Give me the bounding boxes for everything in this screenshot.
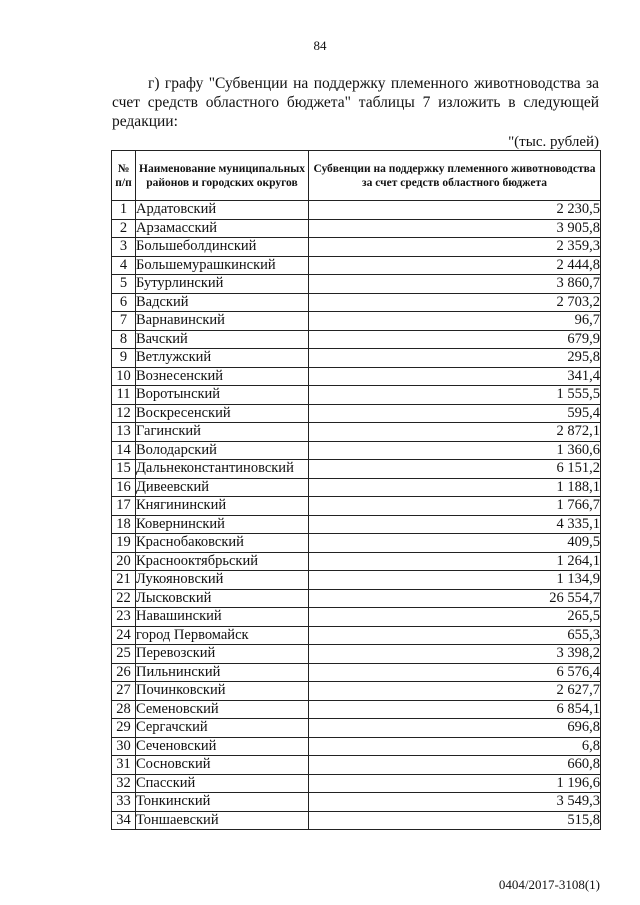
row-number: 25 — [112, 645, 136, 664]
district-name: Тонкинский — [136, 793, 309, 812]
district-name: Починковский — [136, 682, 309, 701]
district-name: Сеченовский — [136, 737, 309, 756]
table-row — [112, 367, 601, 386]
subsidy-value: 295,8 — [309, 349, 601, 368]
table-row — [112, 774, 601, 793]
subsidy-value: 4 335,1 — [309, 515, 601, 534]
district-name: Ковернинский — [136, 515, 309, 534]
district-name: Воскресенский — [136, 404, 309, 423]
table-row — [112, 811, 601, 830]
subsidy-value: 6 854,1 — [309, 700, 601, 719]
table-row — [112, 238, 601, 257]
row-number: 8 — [112, 330, 136, 349]
header-name: Наименование муниципальных районов и городских округов — [136, 151, 309, 201]
district-name: Дивеевский — [136, 478, 309, 497]
page-number: 84 — [313, 38, 327, 53]
subsidy-value: 679,9 — [309, 330, 601, 349]
table-row — [112, 515, 601, 534]
row-number: 20 — [112, 552, 136, 571]
units-label: "(тыс. рублей) — [508, 134, 599, 150]
district-name: Ветлужский — [136, 349, 309, 368]
table-row — [112, 441, 601, 460]
table-row — [112, 349, 601, 368]
row-number: 16 — [112, 478, 136, 497]
table-body — [112, 201, 601, 830]
table-row — [112, 312, 601, 331]
table-row — [112, 793, 601, 812]
table-row — [112, 682, 601, 701]
subsidy-value: 6 151,2 — [309, 460, 601, 479]
row-number: 22 — [112, 589, 136, 608]
row-number: 12 — [112, 404, 136, 423]
table-row — [112, 737, 601, 756]
row-number: 14 — [112, 441, 136, 460]
district-name: Навашинский — [136, 608, 309, 627]
row-number: 24 — [112, 626, 136, 645]
subsidy-value: 1 188,1 — [309, 478, 601, 497]
district-name: Краснобаковский — [136, 534, 309, 553]
table-row — [112, 201, 601, 220]
table-row — [112, 663, 601, 682]
row-number: 3 — [112, 238, 136, 257]
subsidy-value: 265,5 — [309, 608, 601, 627]
row-number: 18 — [112, 515, 136, 534]
table-row — [112, 497, 601, 516]
subsidy-value: 26 554,7 — [309, 589, 601, 608]
subsidy-value: 660,8 — [309, 756, 601, 775]
subsidy-table — [111, 150, 601, 830]
subsidy-value: 2 872,1 — [309, 423, 601, 442]
subsidy-value: 1 134,9 — [309, 571, 601, 590]
subsidy-value: 2 230,5 — [309, 201, 601, 220]
table-header-row — [112, 151, 601, 201]
row-number: 34 — [112, 811, 136, 830]
subsidy-value: 3 860,7 — [309, 275, 601, 294]
subsidy-value: 2 359,3 — [309, 238, 601, 257]
row-number: 28 — [112, 700, 136, 719]
district-name: Перевозский — [136, 645, 309, 664]
subsidy-value: 409,5 — [309, 534, 601, 553]
row-number: 7 — [112, 312, 136, 331]
table-row — [112, 219, 601, 238]
subsidy-value: 595,4 — [309, 404, 601, 423]
row-number: 33 — [112, 793, 136, 812]
row-number: 2 — [112, 219, 136, 238]
district-name: Пильнинский — [136, 663, 309, 682]
district-name: Варнавинский — [136, 312, 309, 331]
district-name: Воротынский — [136, 386, 309, 405]
district-name: Семеновский — [136, 700, 309, 719]
document-code: 0404/2017-3108(1) — [498, 877, 600, 892]
table-row — [112, 645, 601, 664]
row-number: 27 — [112, 682, 136, 701]
table-row — [112, 293, 601, 312]
row-number: 9 — [112, 349, 136, 368]
subsidy-value: 3 398,2 — [309, 645, 601, 664]
subsidy-value: 1 196,6 — [309, 774, 601, 793]
row-number: 1 — [112, 201, 136, 220]
table-row — [112, 330, 601, 349]
table-row — [112, 386, 601, 405]
district-name: Лукояновский — [136, 571, 309, 590]
subsidy-value: 341,4 — [309, 367, 601, 386]
subsidy-value: 515,8 — [309, 811, 601, 830]
row-number: 21 — [112, 571, 136, 590]
district-name: Вознесенский — [136, 367, 309, 386]
district-name: Спасский — [136, 774, 309, 793]
subsidy-value: 1 766,7 — [309, 497, 601, 516]
subsidy-value: 96,7 — [309, 312, 601, 331]
row-number: 30 — [112, 737, 136, 756]
table-row — [112, 700, 601, 719]
district-name: Краснооктябрьский — [136, 552, 309, 571]
table-row — [112, 552, 601, 571]
district-name: город Первомайск — [136, 626, 309, 645]
subsidy-value: 3 549,3 — [309, 793, 601, 812]
subsidy-value: 2 627,7 — [309, 682, 601, 701]
table-row — [112, 423, 601, 442]
row-number: 11 — [112, 386, 136, 405]
row-number: 17 — [112, 497, 136, 516]
district-name: Большемурашкинский — [136, 256, 309, 275]
table-row — [112, 275, 601, 294]
row-number: 32 — [112, 774, 136, 793]
table-row — [112, 571, 601, 590]
table-row — [112, 534, 601, 553]
subsidy-value: 655,3 — [309, 626, 601, 645]
table-row — [112, 256, 601, 275]
row-number: 26 — [112, 663, 136, 682]
row-number: 10 — [112, 367, 136, 386]
table-row — [112, 404, 601, 423]
row-number: 6 — [112, 293, 136, 312]
intro-paragraph: г) графу "Субвенции на поддержку племенного животноводства за счет средств областного бюджета" таблицы 7 изложить в следующей редакции: — [112, 75, 599, 130]
row-number: 13 — [112, 423, 136, 442]
subsidy-value: 2 703,2 — [309, 293, 601, 312]
row-number: 15 — [112, 460, 136, 479]
district-name: Большеболдинский — [136, 238, 309, 257]
subsidy-value: 3 905,8 — [309, 219, 601, 238]
district-name: Сосновский — [136, 756, 309, 775]
district-name: Тоншаевский — [136, 811, 309, 830]
district-name: Ардатовский — [136, 201, 309, 220]
table-row — [112, 719, 601, 738]
subsidy-value: 1 264,1 — [309, 552, 601, 571]
row-number: 5 — [112, 275, 136, 294]
table-row — [112, 460, 601, 479]
district-name: Княгининский — [136, 497, 309, 516]
subsidy-value: 6 576,4 — [309, 663, 601, 682]
district-name: Гагинский — [136, 423, 309, 442]
header-value: Субвенции на поддержку племенного животноводства за счет средств областного бюджета — [309, 151, 601, 201]
header-num: № п/п — [112, 151, 136, 201]
district-name: Володарский — [136, 441, 309, 460]
table-row — [112, 589, 601, 608]
district-name: Арзамасский — [136, 219, 309, 238]
table-row — [112, 756, 601, 775]
table-row — [112, 608, 601, 627]
subsidy-value: 1 360,6 — [309, 441, 601, 460]
table-row — [112, 626, 601, 645]
row-number: 29 — [112, 719, 136, 738]
district-name: Бутурлинский — [136, 275, 309, 294]
row-number: 4 — [112, 256, 136, 275]
row-number: 31 — [112, 756, 136, 775]
district-name: Вадский — [136, 293, 309, 312]
subsidy-value: 2 444,8 — [309, 256, 601, 275]
subsidy-value: 696,8 — [309, 719, 601, 738]
district-name: Лысковский — [136, 589, 309, 608]
district-name: Вачский — [136, 330, 309, 349]
subsidy-value: 6,8 — [309, 737, 601, 756]
subsidy-value: 1 555,5 — [309, 386, 601, 405]
row-number: 23 — [112, 608, 136, 627]
row-number: 19 — [112, 534, 136, 553]
table-row — [112, 478, 601, 497]
district-name: Сергачский — [136, 719, 309, 738]
district-name: Дальнеконстантиновский — [136, 460, 309, 479]
